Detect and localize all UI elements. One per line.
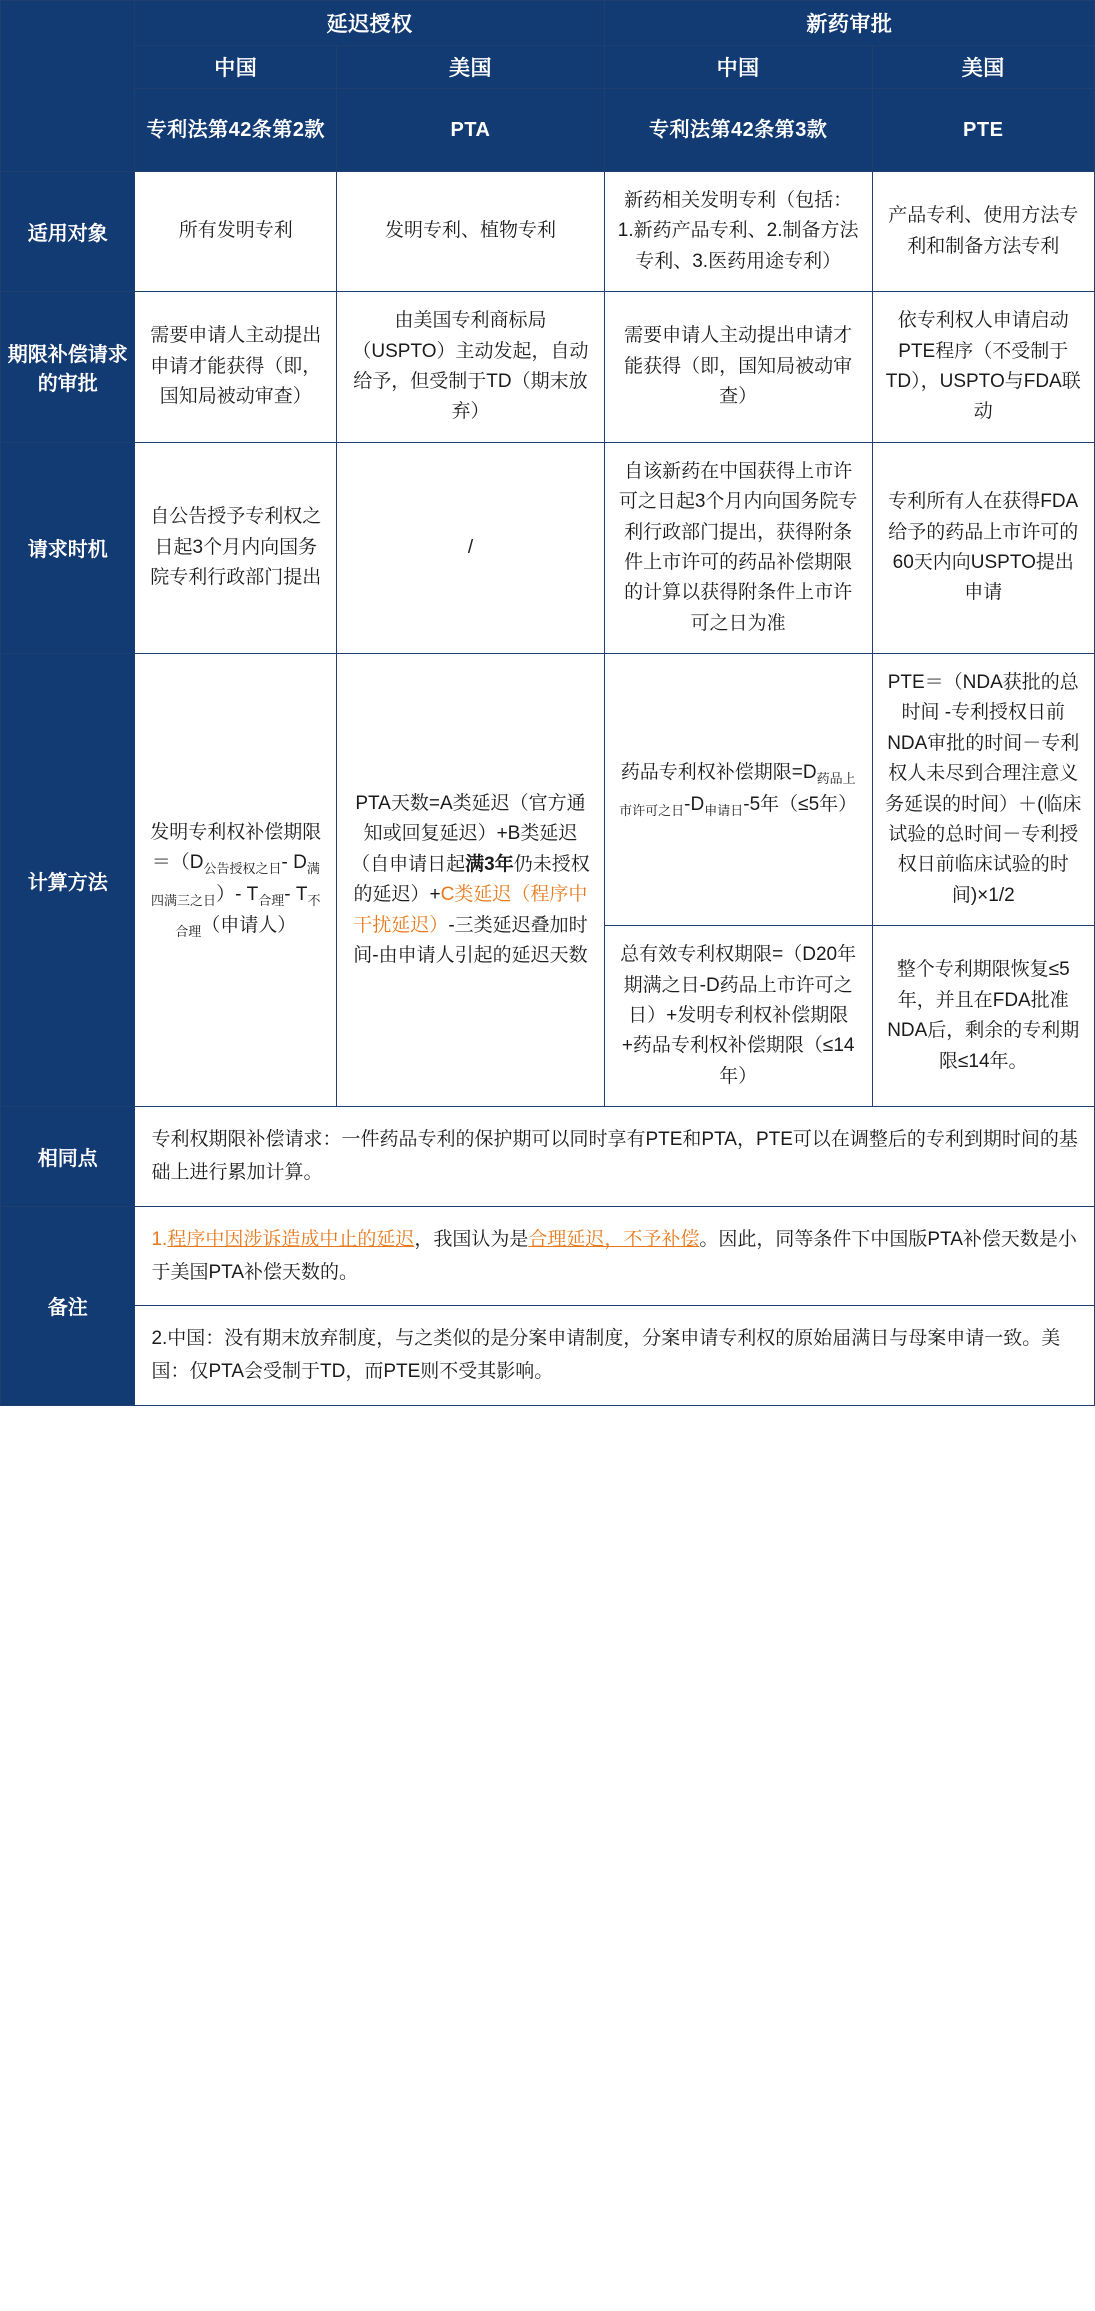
cell-review-us-pta: 由美国专利商标局（USPTO）主动发起，自动给予，但受制于TD（期末放弃）: [337, 292, 605, 443]
cell-remark-line-2: 2.中国：没有期末放弃制度，与之类似的是分案申请制度，分案申请专利权的原始届满日与母案申请一致。美国：仅PTA会受制于TD，而PTE则不受其影响。: [135, 1306, 1095, 1406]
row-review-of-request: [1, 292, 1095, 443]
calc-pta-bold-3years: 满3年: [465, 853, 514, 875]
remark1-end: 。因此，同等条件下中国版PTA补偿天数是小于美国PTA补偿天数的。: [151, 1228, 1077, 1283]
row-label-common-points: 相同点: [1, 1107, 135, 1207]
cell-applicable-us-pta: 发明专利、植物专利: [337, 172, 605, 292]
cell-remark-line-1: [135, 1206, 1095, 1306]
row-applicable-objects: [1, 172, 1095, 292]
calc-cnpte-part3: -5年（≤5年）: [743, 793, 858, 815]
cell-common-points-text: 专利权期限补偿请求：一件药品专利的保护期可以同时享有PTE和PTA，PTE可以在调整后的专利到期时间的基础上进行累加计算。: [135, 1107, 1095, 1207]
cell-calc-cn-pta: [135, 654, 337, 1107]
calc-pta-class-c-delay: C类延迟（程序中干扰延迟）: [353, 884, 588, 936]
header-group-new-drug-approval: 新药审批: [604, 1, 1094, 46]
cell-review-cn-pte: 需要申请人主动提出申请才能获得（即，国知局被动审查）: [604, 292, 872, 443]
remark1-number: 1.: [151, 1228, 168, 1250]
cell-timing-us-pta: /: [337, 442, 605, 653]
calc-cn-formula-part5: （申请人）: [201, 915, 297, 937]
cell-applicable-cn-pte: 新药相关发明专利（包括：1.新药产品专利、2.制备方法专利、3.医药用途专利）: [604, 172, 872, 292]
row-remarks-second: [1, 1306, 1095, 1406]
row-label-calculation-method: 计算方法: [1, 654, 135, 1107]
calc-cn-formula-part1: 发明专利权补偿期限＝（D: [150, 821, 322, 873]
calc-cn-formula-part3: ）- T: [216, 883, 259, 905]
cell-calc-us-pte-bottom: 整个专利期限恢复≤5年，并且在FDA批准NDA后，剩余的专利期限≤14年。: [872, 926, 1095, 1107]
header-country-cn-2: 中国: [604, 46, 872, 89]
row-label-review-of-request: 期限补偿请求的审批: [1, 292, 135, 443]
header-row-country: [1, 46, 1095, 89]
cell-calc-us-pta: [337, 654, 605, 1107]
cell-timing-cn-pte: 自该新药在中国获得上市许可之日起3个月内向国务院专利行政部门提出，获得附条件上市许可的药品补偿期限的计算以获得附条件上市许可之日为准: [604, 442, 872, 653]
header-law-cn-art42-3: 专利法第42条第3款: [604, 89, 872, 172]
cell-calc-cn-pte-bottom: 总有效专利权期限=（D20年期满之日-D药品上市许可之日）+发明专利权补偿期限+药品专利权补偿期限（≤14年）: [604, 926, 872, 1107]
row-label-remarks: 备注: [1, 1206, 135, 1405]
header-country-us-2: 美国: [872, 46, 1095, 89]
cell-applicable-cn-pta: 所有发明专利: [135, 172, 337, 292]
calc-cn-sub4: 不合理: [175, 892, 321, 939]
calc-cn-formula-part2: - D: [281, 851, 307, 873]
calc-pta-part-a: PTA天数=A类延迟（官方通知或回复延迟）+B类延迟（自申请日起: [351, 792, 586, 875]
remark1-middle: ，我国认为是: [414, 1228, 529, 1250]
cell-timing-cn-pta: 自公告授予专利权之日起3个月内向国务院专利行政部门提出: [135, 442, 337, 653]
calc-cn-formula-part4: - T: [284, 883, 308, 905]
header-country-us-1: 美国: [337, 46, 605, 89]
remark1-orange-phrase-2: 合理延迟，不予补偿: [528, 1228, 700, 1250]
row-label-request-timing: 请求时机: [1, 442, 135, 653]
header-country-cn-1: 中国: [135, 46, 337, 89]
calc-cn-sub3: 合理: [258, 892, 285, 908]
calc-cn-sub1: 公告授权之日: [203, 860, 282, 876]
calc-cnpte-part1: 药品专利权补偿期限=D: [620, 762, 817, 784]
cell-review-cn-pta: 需要申请人主动提出申请才能获得（即，国知局被动审查）: [135, 292, 337, 443]
header-row-law: [1, 89, 1095, 172]
row-label-applicable-objects: 适用对象: [1, 172, 135, 292]
cell-calc-cn-pte-top: [604, 654, 872, 926]
header-law-cn-art42-2: 专利法第42条第2款: [135, 89, 337, 172]
row-request-timing: [1, 442, 1095, 653]
cell-timing-us-pte: 专利所有人在获得FDA给予的药品上市许可的60天内向USPTO提出申请: [872, 442, 1095, 653]
header-group-delayed-grant: 延迟授权: [135, 1, 604, 46]
cell-calc-us-pte-top: PTE＝（NDA获批的总时间 -专利授权日前NDA审批的时间－专利权人未尽到合理注意义务延误的时间）＋(临床试验的总时间－专利授权日前临床试验的时间)×1/2: [872, 654, 1095, 926]
cell-applicable-us-pte: 产品专利、使用方法专利和制备方法专利: [872, 172, 1095, 292]
header-law-pta: PTA: [337, 89, 605, 172]
calc-pta-part-c: -三类延迟叠加时间-由申请人引起的延迟天数: [353, 914, 588, 966]
calc-cnpte-part2: -D: [684, 793, 705, 815]
remark1-orange-phrase-1: 程序中因涉诉造成中止的延迟: [167, 1228, 415, 1250]
row-common-points: [1, 1107, 1095, 1207]
header-law-pte: PTE: [872, 89, 1095, 172]
row-remarks-first: [1, 1206, 1095, 1306]
calc-pta-part-b: 仍未授权的延迟）+: [353, 853, 590, 906]
calc-cnpte-sub2: 申请日: [704, 802, 744, 818]
table-corner-cell: [1, 1, 135, 172]
calc-cn-sub2: 满四满三之日: [151, 860, 320, 908]
calc-cnpte-sub1: 药品上市许可之日: [619, 770, 856, 818]
cell-review-us-pte: 依专利权人申请启动PTE程序（不受制于TD），USPTO与FDA联动: [872, 292, 1095, 443]
header-row-group: [1, 1, 1095, 46]
row-calculation-method: [1, 654, 1095, 926]
